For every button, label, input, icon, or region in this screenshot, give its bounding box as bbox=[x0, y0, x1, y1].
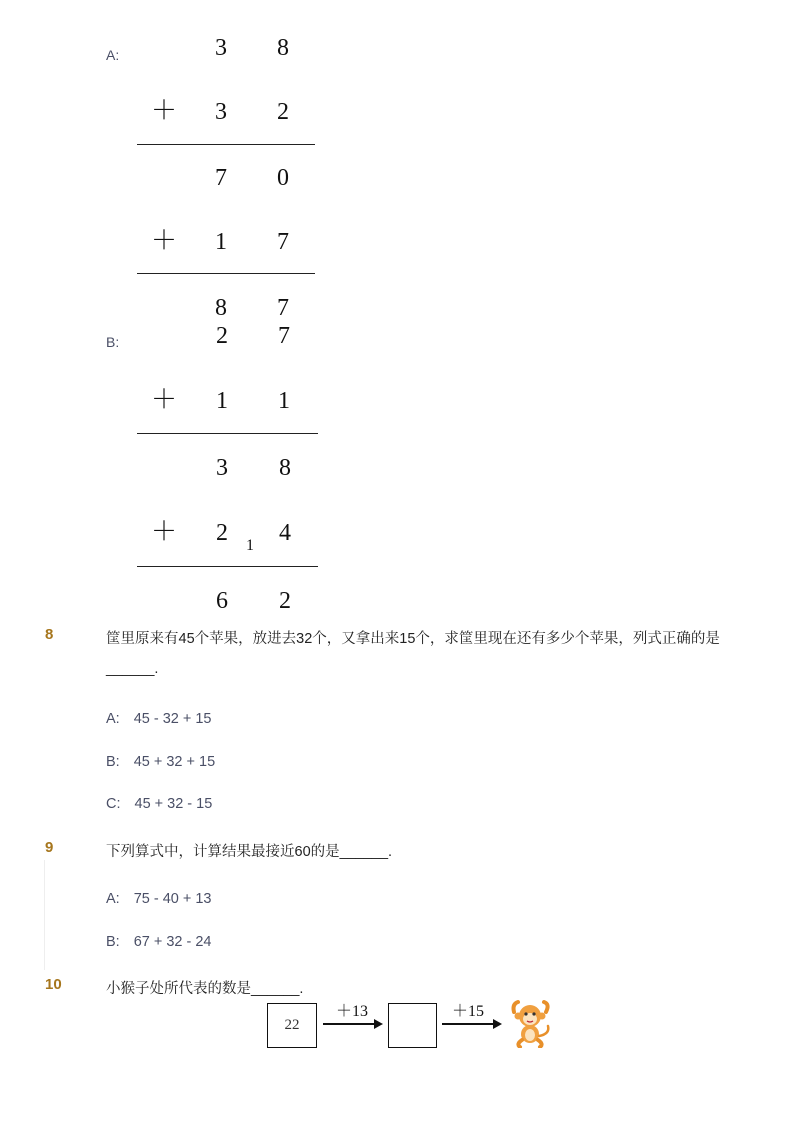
option-expression: 67 + 32 - 24 bbox=[133, 934, 212, 950]
option-a[interactable] bbox=[106, 891, 212, 907]
digit: 8 bbox=[215, 295, 227, 321]
digit: 3 bbox=[216, 455, 228, 481]
option-letter: B: bbox=[106, 754, 120, 770]
plus-sign: ＋ bbox=[151, 517, 178, 547]
option-b[interactable] bbox=[106, 934, 212, 950]
digit: 1 bbox=[215, 229, 227, 255]
option-letter: A: bbox=[106, 711, 120, 727]
digit: 0 bbox=[277, 165, 289, 191]
sum-line bbox=[137, 144, 315, 145]
option-a[interactable] bbox=[106, 711, 212, 727]
arrow-line bbox=[442, 1023, 494, 1025]
question-text: 下列算式中，计算结果最接近60的是______. bbox=[106, 844, 393, 860]
option-b-letter: B: bbox=[106, 334, 120, 350]
option-expression: 45 + 32 + 15 bbox=[133, 754, 216, 770]
sum-line bbox=[137, 273, 315, 274]
sum-line bbox=[137, 566, 318, 567]
plus-sign: ＋ bbox=[151, 226, 178, 256]
plus-sign: ＋ bbox=[151, 96, 178, 126]
digit: 2 bbox=[277, 99, 289, 125]
option-expression: 45 - 32 + 15 bbox=[133, 711, 212, 727]
question-number: 9 bbox=[45, 839, 54, 856]
option-b[interactable] bbox=[106, 754, 215, 770]
option-expression: 45 + 32 - 15 bbox=[134, 796, 213, 812]
question-text: 筐里原来有45个苹果，放进去32个，又拿出来15个，求筐里现在还有多少个苹果，列式正确的是 bbox=[106, 631, 720, 647]
start-box: 22 bbox=[267, 1003, 317, 1048]
digit: 3 bbox=[215, 99, 227, 125]
step-label: ＋13 bbox=[336, 1003, 369, 1020]
question-number: 10 bbox=[45, 976, 62, 993]
answer-box bbox=[388, 1003, 437, 1048]
digit: 7 bbox=[215, 165, 227, 191]
digit: 2 bbox=[216, 520, 228, 546]
digit: 7 bbox=[277, 229, 289, 255]
digit: 4 bbox=[279, 520, 291, 546]
question-number: 8 bbox=[45, 626, 54, 643]
option-expression: 75 - 40 + 13 bbox=[133, 891, 212, 907]
question-text: 小猴子处所代表的数是______. bbox=[106, 981, 304, 997]
digit: 7 bbox=[278, 323, 290, 349]
option-letter: C: bbox=[106, 796, 121, 812]
arrow-head-icon bbox=[374, 1019, 383, 1029]
digit: 2 bbox=[279, 588, 291, 614]
digit: 1 bbox=[278, 388, 290, 414]
option-letter: A: bbox=[106, 891, 120, 907]
digit: 7 bbox=[277, 295, 289, 321]
option-a-letter: A: bbox=[106, 47, 120, 63]
option-letter: B: bbox=[106, 934, 120, 950]
step-label: ＋15 bbox=[452, 1003, 485, 1020]
digit: 3 bbox=[215, 35, 227, 61]
arrow-head-icon bbox=[493, 1019, 502, 1029]
monkey-icon bbox=[508, 998, 554, 1048]
sum-line bbox=[137, 433, 318, 434]
divider bbox=[44, 860, 45, 970]
plus-sign: ＋ bbox=[151, 385, 178, 415]
arrow-line bbox=[323, 1023, 375, 1025]
digit: 8 bbox=[279, 455, 291, 481]
digit: 8 bbox=[277, 35, 289, 61]
digit: 1 bbox=[216, 388, 228, 414]
digit: 2 bbox=[216, 323, 228, 349]
option-c[interactable] bbox=[106, 796, 212, 812]
answer-blank: ______. bbox=[106, 661, 159, 677]
digit: 6 bbox=[216, 588, 228, 614]
carry-digit: 1 bbox=[246, 537, 254, 554]
